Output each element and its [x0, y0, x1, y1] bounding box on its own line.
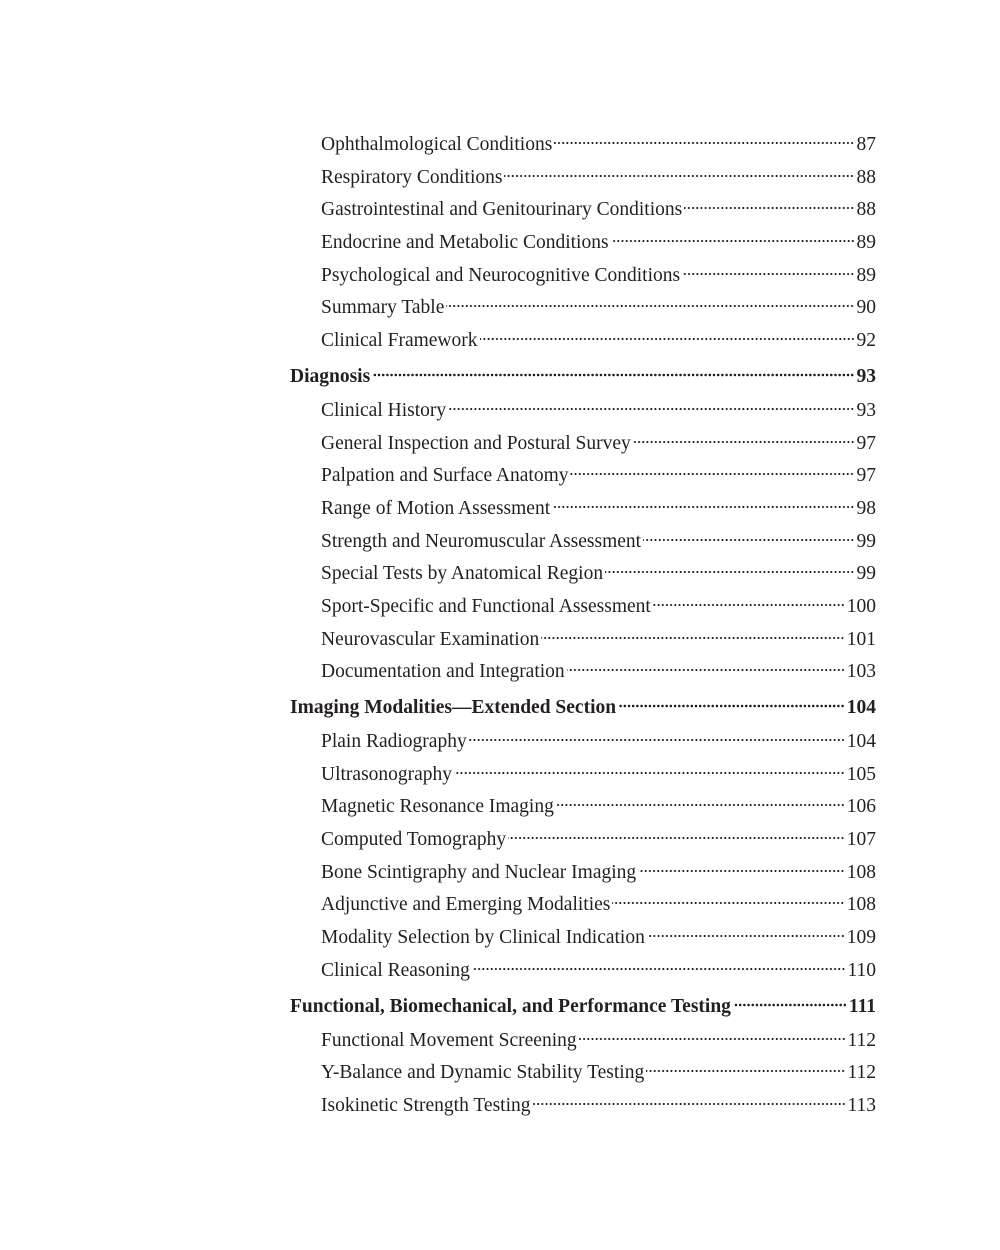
- dot-leader: [570, 472, 854, 476]
- dot-leader: [448, 407, 854, 411]
- toc-entry[interactable]: [290, 129, 876, 162]
- toc-entry[interactable]: [290, 791, 876, 824]
- toc-entry-title: Range of Motion Assessment: [321, 497, 551, 519]
- toc-entry-title: Psychological and Neurocognitive Conditions: [321, 264, 681, 286]
- toc-entry-title: Special Tests by Anatomical Region: [321, 563, 604, 585]
- toc-entry-page-number: 101: [846, 628, 876, 650]
- toc-entry-page-number: 89: [856, 232, 876, 254]
- toc-section-entry[interactable]: [290, 359, 876, 395]
- toc-entry-title: Functional Movement Screening: [321, 1029, 577, 1051]
- toc-entry[interactable]: [290, 227, 876, 260]
- dot-leader: [567, 668, 845, 672]
- toc-entry-title: Bone Scintigraphy and Nuclear Imaging: [321, 861, 637, 883]
- toc-entry-page-number: 107: [846, 829, 876, 851]
- toc-entry-title: Strength and Neuromuscular Assessment: [321, 530, 642, 552]
- toc-entry-title: Respiratory Conditions: [321, 166, 503, 188]
- dot-leader: [611, 239, 855, 243]
- toc-entry-page-number: 104: [846, 697, 876, 718]
- toc-entry-title: Sport-Specific and Functional Assessment: [321, 595, 651, 617]
- toc-entry-page-number: 112: [847, 1062, 876, 1084]
- toc-entry-page-number: 108: [846, 894, 876, 916]
- dot-leader: [469, 738, 845, 742]
- toc-entry-page-number: 111: [848, 995, 876, 1017]
- toc-entry-page-number: 104: [846, 731, 876, 752]
- toc-entry[interactable]: [290, 857, 876, 890]
- toc-entry-page-number: 93: [856, 399, 876, 421]
- toc-entry-title: Ophthalmological Conditions: [321, 134, 553, 155]
- toc-entry[interactable]: [290, 922, 876, 955]
- toc-entry[interactable]: [290, 624, 876, 657]
- dot-leader: [579, 1037, 846, 1041]
- dot-leader: [646, 1069, 845, 1073]
- toc-section-entry[interactable]: [290, 690, 876, 726]
- toc-entry[interactable]: [290, 460, 876, 493]
- dot-leader: [605, 570, 854, 574]
- dot-leader: [612, 901, 844, 905]
- dot-leader: [643, 538, 854, 542]
- toc-entry[interactable]: [290, 726, 876, 759]
- toc-entry-title: Imaging Modalities—Extended Section: [290, 697, 617, 718]
- toc-entry-title: Diagnosis: [290, 365, 371, 387]
- toc-entry-title: Isokinetic Strength Testing: [321, 1094, 531, 1116]
- dot-leader: [454, 771, 845, 775]
- dot-leader: [653, 603, 845, 607]
- toc-entry-page-number: 87: [856, 134, 876, 155]
- toc-entry[interactable]: [290, 428, 876, 461]
- dot-leader: [684, 206, 854, 210]
- dot-leader: [618, 704, 845, 708]
- dot-leader: [541, 636, 845, 640]
- toc-entry-page-number: 97: [856, 465, 876, 487]
- toc-entry-title: Plain Radiography: [321, 731, 467, 752]
- toc-entry-title: Palpation and Surface Anatomy: [321, 465, 569, 487]
- dot-leader: [372, 373, 854, 377]
- toc-entry-page-number: 99: [856, 563, 876, 585]
- dot-leader: [504, 174, 854, 178]
- toc-entry-page-number: 105: [846, 763, 876, 785]
- toc-entry[interactable]: [290, 194, 876, 227]
- toc-entry-title: Adjunctive and Emerging Modalities: [321, 894, 611, 916]
- toc-entry-page-number: 100: [846, 595, 876, 617]
- toc-entry-title: Summary Table: [321, 297, 445, 319]
- toc-entry[interactable]: [290, 292, 876, 325]
- toc-entry[interactable]: [290, 824, 876, 857]
- toc-entry-title: Neurovascular Examination: [321, 628, 540, 650]
- dot-leader: [647, 934, 845, 938]
- dot-leader: [480, 337, 855, 341]
- toc-entry-page-number: 93: [856, 365, 876, 387]
- toc-entry[interactable]: [290, 526, 876, 559]
- toc-section-entry[interactable]: [290, 989, 876, 1025]
- toc-entry-page-number: 92: [856, 330, 876, 352]
- table-of-contents: [290, 129, 876, 1123]
- toc-entry[interactable]: [290, 1057, 876, 1090]
- toc-entry[interactable]: [290, 1025, 876, 1058]
- toc-entry-title: Functional, Biomechanical, and Performance Testing: [290, 995, 731, 1017]
- toc-entry[interactable]: [290, 889, 876, 922]
- toc-entry[interactable]: [290, 955, 876, 988]
- toc-entry-page-number: 88: [856, 166, 876, 188]
- toc-entry-page-number: 103: [846, 661, 876, 683]
- toc-entry-page-number: 98: [856, 497, 876, 519]
- toc-entry-title: Gastrointestinal and Genitourinary Conditions: [321, 199, 683, 221]
- dot-leader: [633, 440, 855, 444]
- toc-entry-page-number: 89: [856, 264, 876, 286]
- toc-entry-page-number: 97: [856, 432, 876, 454]
- dot-leader: [508, 836, 845, 840]
- toc-entry[interactable]: [290, 558, 876, 591]
- toc-entry-page-number: 113: [847, 1094, 876, 1116]
- toc-entry-page-number: 108: [846, 861, 876, 883]
- toc-entry-page-number: 88: [856, 199, 876, 221]
- toc-entry[interactable]: [290, 325, 876, 358]
- dot-leader: [638, 869, 845, 873]
- toc-entry-page-number: 99: [856, 530, 876, 552]
- toc-entry-title: Documentation and Integration: [321, 661, 565, 683]
- dot-leader: [733, 1003, 847, 1007]
- toc-entry-page-number: 112: [847, 1029, 876, 1051]
- dot-leader: [472, 967, 846, 971]
- toc-entry-title: Y-Balance and Dynamic Stability Testing: [321, 1062, 645, 1084]
- toc-entry-title: Computed Tomography: [321, 829, 507, 851]
- toc-entry[interactable]: [290, 260, 876, 293]
- toc-entry-title: Clinical Reasoning: [321, 959, 470, 981]
- dot-leader: [552, 505, 854, 509]
- toc-entry-page-number: 90: [856, 297, 876, 319]
- toc-entry-title: Magnetic Resonance Imaging: [321, 796, 554, 818]
- toc-entry[interactable]: [290, 656, 876, 689]
- toc-entry[interactable]: [290, 162, 876, 195]
- toc-entry-title: Modality Selection by Clinical Indication: [321, 927, 645, 949]
- toc-entry-title: Endocrine and Metabolic Conditions: [321, 232, 609, 254]
- dot-leader: [533, 1102, 846, 1106]
- toc-entry[interactable]: [290, 759, 876, 792]
- toc-entry[interactable]: [290, 395, 876, 428]
- dot-leader: [554, 141, 854, 145]
- dot-leader: [446, 304, 854, 308]
- toc-entry[interactable]: [290, 591, 876, 624]
- toc-entry-title: Clinical History: [321, 399, 447, 421]
- dot-leader: [556, 803, 845, 807]
- toc-entry[interactable]: [290, 1090, 876, 1123]
- toc-entry-title: Ultrasonography: [321, 763, 453, 785]
- toc-entry-page-number: 109: [846, 927, 876, 949]
- toc-entry-title: Clinical Framework: [321, 330, 478, 352]
- toc-entry-title: General Inspection and Postural Survey: [321, 432, 631, 454]
- dot-leader: [682, 272, 854, 276]
- toc-entry[interactable]: [290, 493, 876, 526]
- toc-entry-page-number: 106: [846, 796, 876, 818]
- toc-entry-page-number: 110: [847, 959, 876, 981]
